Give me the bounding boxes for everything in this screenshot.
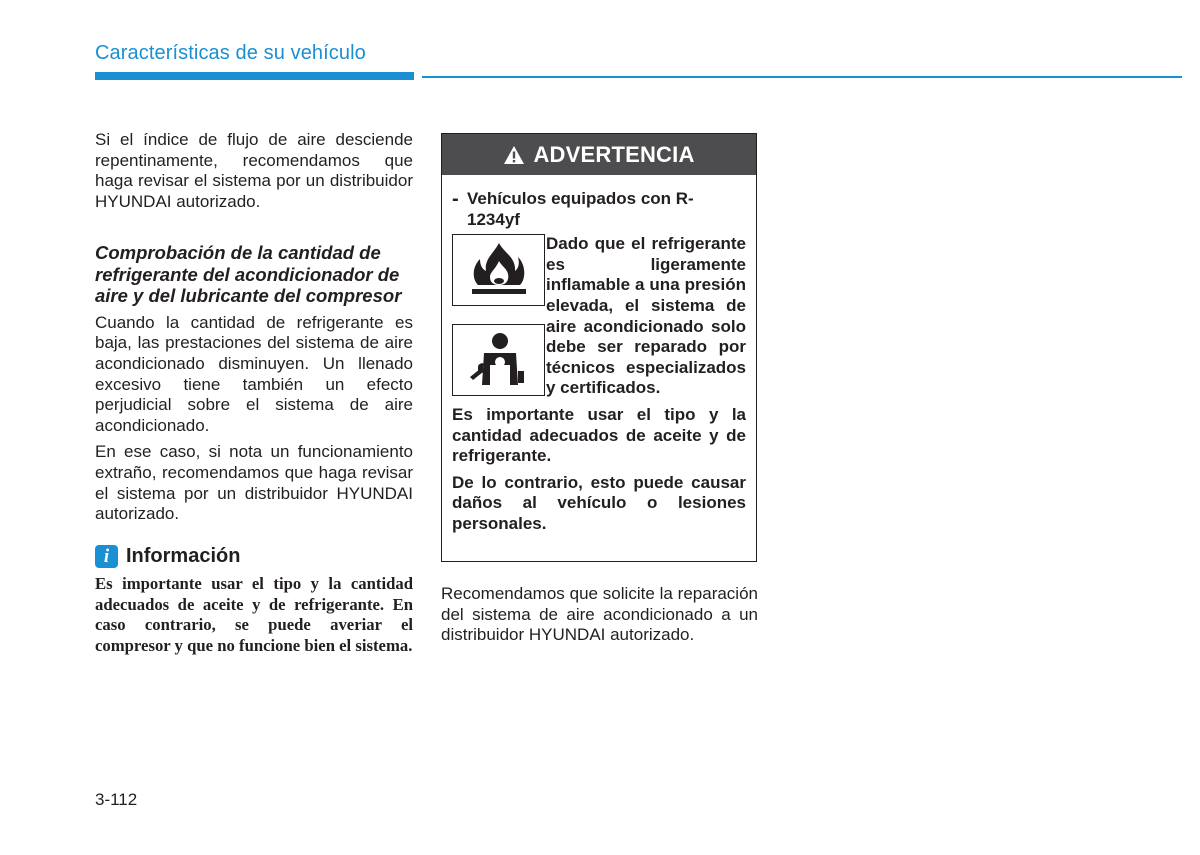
page-number: 3-112	[95, 790, 138, 809]
warning-item-title: Vehículos equipados con R-1234yf	[467, 189, 694, 229]
warning-title: ADVERTENCIA	[533, 141, 695, 167]
flammable-icon-box	[452, 234, 545, 306]
warning-paragraph-2: De lo contrario, esto puede causar daños al vehículo o lesiones personales.	[452, 472, 746, 533]
warning-triangle-icon	[503, 145, 525, 165]
header-rule-thick	[95, 72, 414, 80]
left-column	[95, 130, 413, 657]
technician-service-icon	[464, 329, 534, 391]
right-paragraph: Recomendamos que solicite la reparación del sistema de aire acondicionado a un distribuidor HYUNDAI autorizado.	[441, 584, 758, 645]
body-paragraph-1: Cuando la cantidad de refrigerante es baja, las prestaciones del sistema de aire acondicionado disminuyen. Un llenado excesivo tiene también un efecto perjudicial sobre el sistema de aire acondicionado.	[95, 312, 413, 435]
warning-icons	[452, 234, 546, 399]
technician-icon-box	[452, 324, 545, 396]
warning-box	[441, 133, 757, 562]
warning-body	[442, 175, 756, 535]
warning-item-text: Dado que el refrigerante es ligeramente inflamable a una presión elevada, el sistema de aire acondicionado solo debe ser reparado por técnicos especializados y certificados.	[546, 234, 746, 398]
info-body: Es importante usar el tipo y la cantidad adecuados de aceite y de refrigerante. En caso contrario, se puede averiar el compresor y que no funcione bien el sistema.	[95, 573, 413, 656]
warning-icon-row	[452, 234, 746, 399]
information-icon: i	[95, 545, 118, 568]
warning-paragraph-1: Es importante usar el tipo y la cantidad adecuados de aceite y de refrigerante.	[452, 404, 746, 466]
item-dash: -	[452, 188, 459, 210]
flammable-icon	[464, 239, 534, 301]
info-heading	[95, 545, 413, 568]
info-title: Información	[126, 544, 241, 567]
right-column	[441, 584, 758, 646]
section-heading: Comprobación de la cantidad de refrigerante del acondicionador de aire y del lubricante del compresor	[95, 242, 402, 307]
warning-item	[452, 189, 746, 230]
warning-header	[442, 134, 756, 175]
section-title: Características de su vehículo	[95, 42, 366, 64]
header-rule-thin	[422, 76, 1182, 78]
body-paragraph-2: En ese caso, si nota un funcionamiento extraño, recomendamos que haga revisar el sistema por un distribuidor HYUNDAI autorizado.	[95, 442, 413, 524]
intro-paragraph: Si el índice de flujo de aire desciende repentinamente, recomendamos que haga revisar el sistema por un distribuidor HYUNDAI autorizado.	[95, 130, 413, 211]
